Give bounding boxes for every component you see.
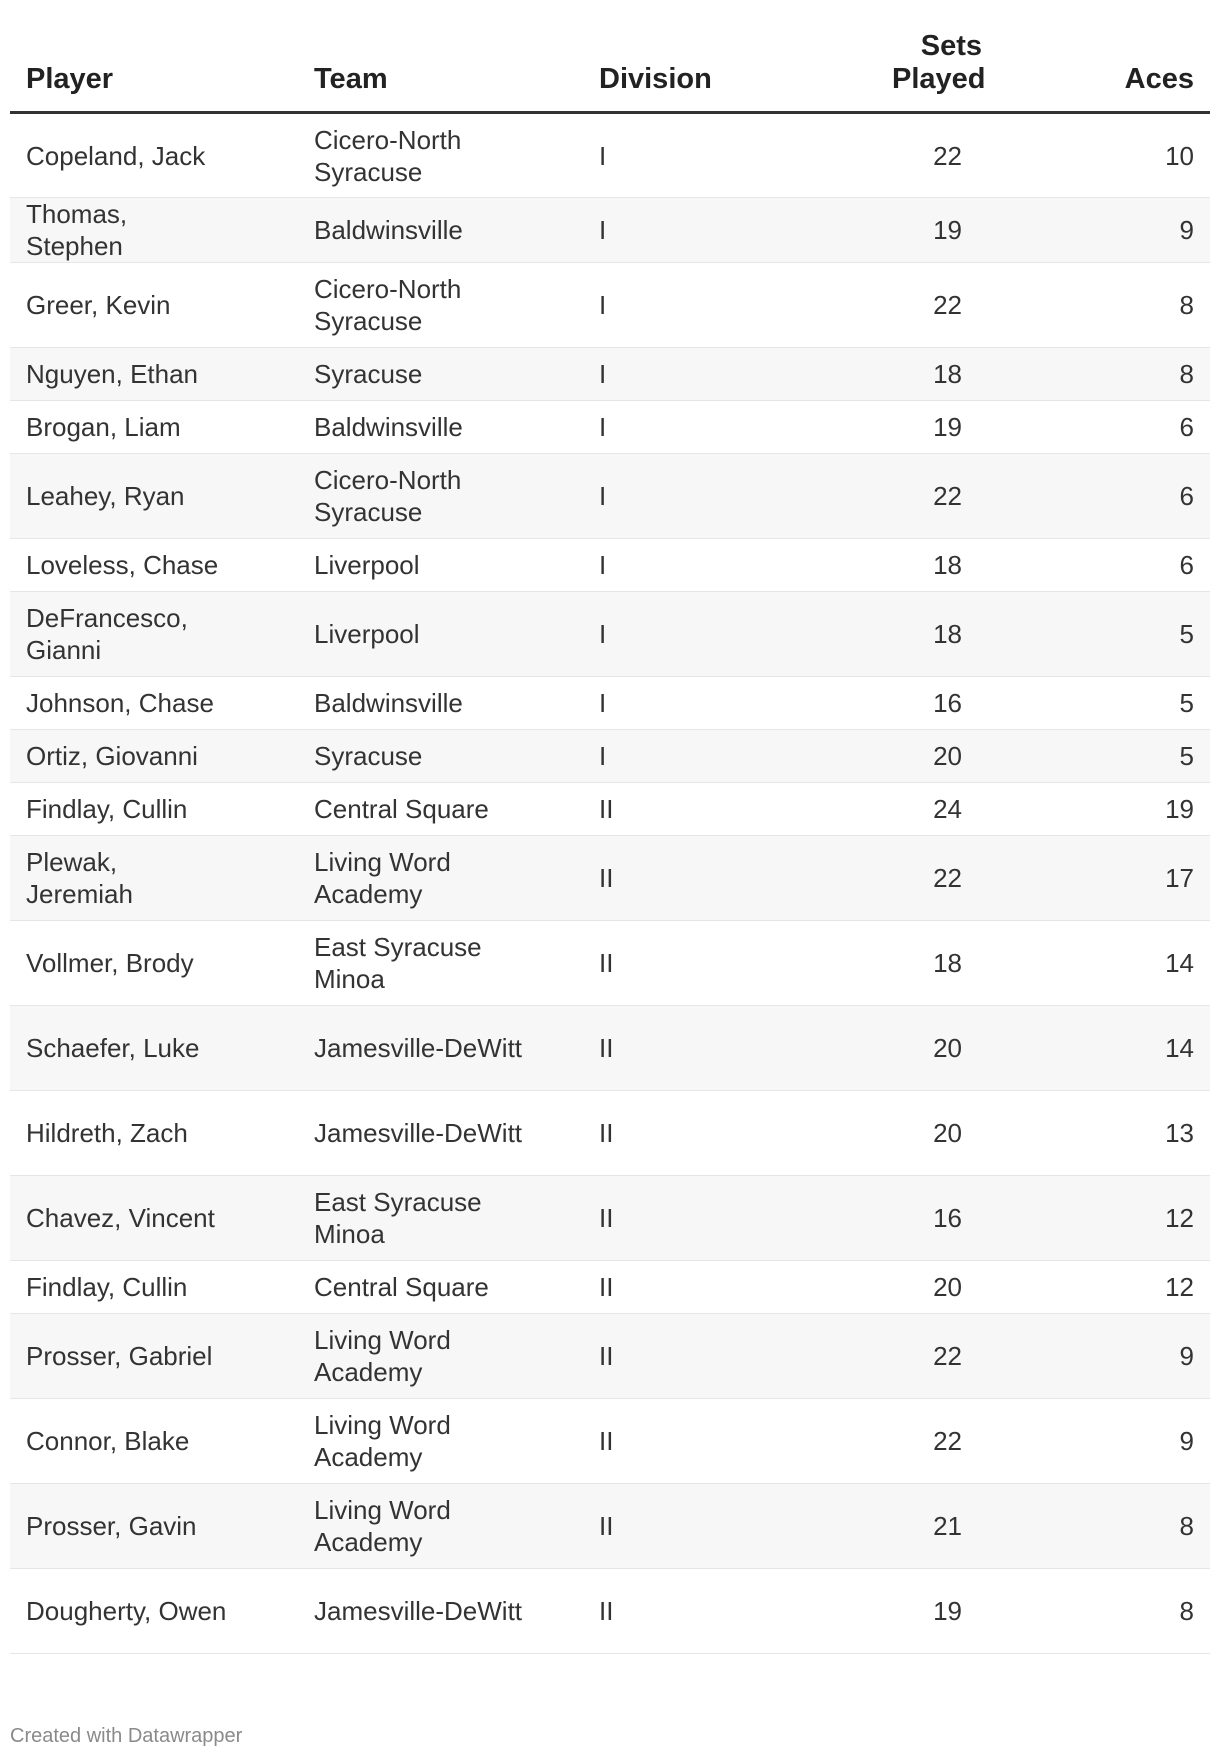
table-header-row xyxy=(10,30,1210,113)
table-row xyxy=(10,592,1210,677)
sets-played-cell: 20 xyxy=(793,730,998,783)
aces-cell: 8 xyxy=(998,348,1210,401)
team-cell: Syracuse xyxy=(298,730,583,783)
player-cell: Leahey, Ryan xyxy=(10,454,298,539)
team-cell: Living Word Academy xyxy=(298,836,583,921)
table-row xyxy=(10,836,1210,921)
division-cell: II xyxy=(583,1569,793,1654)
aces-cell: 14 xyxy=(998,1006,1210,1091)
division-cell: I xyxy=(583,401,793,454)
sets-played-cell: 19 xyxy=(793,198,998,263)
team-cell: Jamesville-DeWitt xyxy=(298,1569,583,1654)
table-row xyxy=(10,1399,1210,1484)
division-cell: I xyxy=(583,198,793,263)
sets-played-cell: 19 xyxy=(793,401,998,454)
aces-cell: 14 xyxy=(998,921,1210,1006)
team-cell: Jamesville-DeWitt xyxy=(298,1006,583,1091)
team-cell: Cicero-North Syracuse xyxy=(298,113,583,198)
table-row xyxy=(10,539,1210,592)
aces-cell: 19 xyxy=(998,783,1210,836)
team-cell: Living Word Academy xyxy=(298,1314,583,1399)
table-row xyxy=(10,1261,1210,1314)
table-row xyxy=(10,730,1210,783)
division-cell: II xyxy=(583,783,793,836)
division-cell: II xyxy=(583,1484,793,1569)
table-row xyxy=(10,1006,1210,1091)
table-row xyxy=(10,783,1210,836)
table-row xyxy=(10,454,1210,539)
player-cell: Chavez, Vincent xyxy=(10,1176,298,1261)
table-row xyxy=(10,677,1210,730)
division-cell: I xyxy=(583,113,793,198)
sets-played-cell: 21 xyxy=(793,1484,998,1569)
team-cell: Liverpool xyxy=(298,592,583,677)
player-cell: Brogan, Liam xyxy=(10,401,298,454)
player-cell: Plewak, Jeremiah xyxy=(10,836,298,921)
player-cell: Johnson, Chase xyxy=(10,677,298,730)
team-cell: Syracuse xyxy=(298,348,583,401)
player-cell: Copeland, Jack xyxy=(10,113,298,198)
player-cell: Hildreth, Zach xyxy=(10,1091,298,1176)
team-cell: Central Square xyxy=(298,1261,583,1314)
division-cell: II xyxy=(583,1006,793,1091)
team-cell: Jamesville-DeWitt xyxy=(298,1091,583,1176)
player-cell: DeFrancesco, Gianni xyxy=(10,592,298,677)
division-cell: II xyxy=(583,1091,793,1176)
aces-cell: 17 xyxy=(998,836,1210,921)
team-cell: East Syracuse Minoa xyxy=(298,921,583,1006)
table-row xyxy=(10,1091,1210,1176)
division-cell: I xyxy=(583,454,793,539)
sets-played-cell: 20 xyxy=(793,1091,998,1176)
team-cell: Living Word Academy xyxy=(298,1484,583,1569)
division-cell: I xyxy=(583,263,793,348)
table-body xyxy=(10,113,1210,1654)
division-cell: II xyxy=(583,1176,793,1261)
aces-cell: 5 xyxy=(998,730,1210,783)
column-header-team[interactable]: Team xyxy=(298,30,583,113)
division-cell: I xyxy=(583,592,793,677)
division-cell: II xyxy=(583,1261,793,1314)
sets-played-cell: 18 xyxy=(793,921,998,1006)
column-header-sets-played[interactable] xyxy=(793,30,998,113)
column-header-player[interactable]: Player xyxy=(10,30,298,113)
division-cell: II xyxy=(583,1314,793,1399)
team-cell: Liverpool xyxy=(298,539,583,592)
column-header-aces[interactable]: Aces xyxy=(998,30,1210,113)
sets-played-cell: 22 xyxy=(793,836,998,921)
division-cell: II xyxy=(583,836,793,921)
aces-cell: 6 xyxy=(998,401,1210,454)
player-cell: Findlay, Cullin xyxy=(10,783,298,836)
aces-cell: 5 xyxy=(998,677,1210,730)
division-cell: I xyxy=(583,730,793,783)
player-cell: Ortiz, Giovanni xyxy=(10,730,298,783)
team-cell: Baldwinsville xyxy=(298,401,583,454)
sets-played-cell: 22 xyxy=(793,113,998,198)
player-cell: Thomas, Stephen xyxy=(10,198,298,263)
player-cell: Prosser, Gabriel xyxy=(10,1314,298,1399)
player-cell: Prosser, Gavin xyxy=(10,1484,298,1569)
table-row xyxy=(10,1484,1210,1569)
aces-cell: 12 xyxy=(998,1261,1210,1314)
table-row xyxy=(10,198,1210,263)
sets-played-cell: 20 xyxy=(793,1261,998,1314)
aces-cell: 9 xyxy=(998,1314,1210,1399)
aces-cell: 13 xyxy=(998,1091,1210,1176)
player-cell: Connor, Blake xyxy=(10,1399,298,1484)
table-row xyxy=(10,113,1210,198)
player-cell: Findlay, Cullin xyxy=(10,1261,298,1314)
column-header-division[interactable]: Division xyxy=(583,30,793,113)
column-header-sets-played-label: Sets Played xyxy=(892,30,986,95)
datawrapper-credit[interactable]: Created with Datawrapper xyxy=(10,1725,243,1747)
team-cell: Cicero-North Syracuse xyxy=(298,454,583,539)
team-cell: Central Square xyxy=(298,783,583,836)
team-cell: Cicero-North Syracuse xyxy=(298,263,583,348)
sets-played-cell: 18 xyxy=(793,539,998,592)
table-row xyxy=(10,348,1210,401)
division-cell: II xyxy=(583,921,793,1006)
aces-cell: 6 xyxy=(998,539,1210,592)
division-cell: I xyxy=(583,348,793,401)
player-cell: Loveless, Chase xyxy=(10,539,298,592)
sets-played-cell: 22 xyxy=(793,454,998,539)
team-cell: Living Word Academy xyxy=(298,1399,583,1484)
aces-cell: 9 xyxy=(998,1399,1210,1484)
player-cell: Greer, Kevin xyxy=(10,263,298,348)
sets-played-cell: 16 xyxy=(793,1176,998,1261)
aces-table xyxy=(10,30,1210,1654)
player-cell: Dougherty, Owen xyxy=(10,1569,298,1654)
table-row xyxy=(10,401,1210,454)
sets-played-cell: 18 xyxy=(793,348,998,401)
player-cell: Vollmer, Brody xyxy=(10,921,298,1006)
player-cell: Schaefer, Luke xyxy=(10,1006,298,1091)
division-cell: I xyxy=(583,677,793,730)
table-row xyxy=(10,263,1210,348)
aces-cell: 5 xyxy=(998,592,1210,677)
aces-cell: 9 xyxy=(998,198,1210,263)
sets-played-cell: 18 xyxy=(793,592,998,677)
sets-played-cell: 22 xyxy=(793,1399,998,1484)
sets-played-cell: 22 xyxy=(793,263,998,348)
team-cell: Baldwinsville xyxy=(298,198,583,263)
sets-played-cell: 16 xyxy=(793,677,998,730)
sets-played-cell: 20 xyxy=(793,1006,998,1091)
aces-cell: 12 xyxy=(998,1176,1210,1261)
team-cell: East Syracuse Minoa xyxy=(298,1176,583,1261)
team-cell: Baldwinsville xyxy=(298,677,583,730)
division-cell: I xyxy=(583,539,793,592)
table-row xyxy=(10,1569,1210,1654)
aces-cell: 8 xyxy=(998,1484,1210,1569)
table-row xyxy=(10,921,1210,1006)
aces-cell: 6 xyxy=(998,454,1210,539)
sets-played-cell: 22 xyxy=(793,1314,998,1399)
aces-cell: 8 xyxy=(998,263,1210,348)
division-cell: II xyxy=(583,1399,793,1484)
aces-cell: 10 xyxy=(998,113,1210,198)
sets-played-cell: 19 xyxy=(793,1569,998,1654)
table-row xyxy=(10,1314,1210,1399)
aces-cell: 8 xyxy=(998,1569,1210,1654)
player-cell: Nguyen, Ethan xyxy=(10,348,298,401)
sets-played-cell: 24 xyxy=(793,783,998,836)
table-row xyxy=(10,1176,1210,1261)
